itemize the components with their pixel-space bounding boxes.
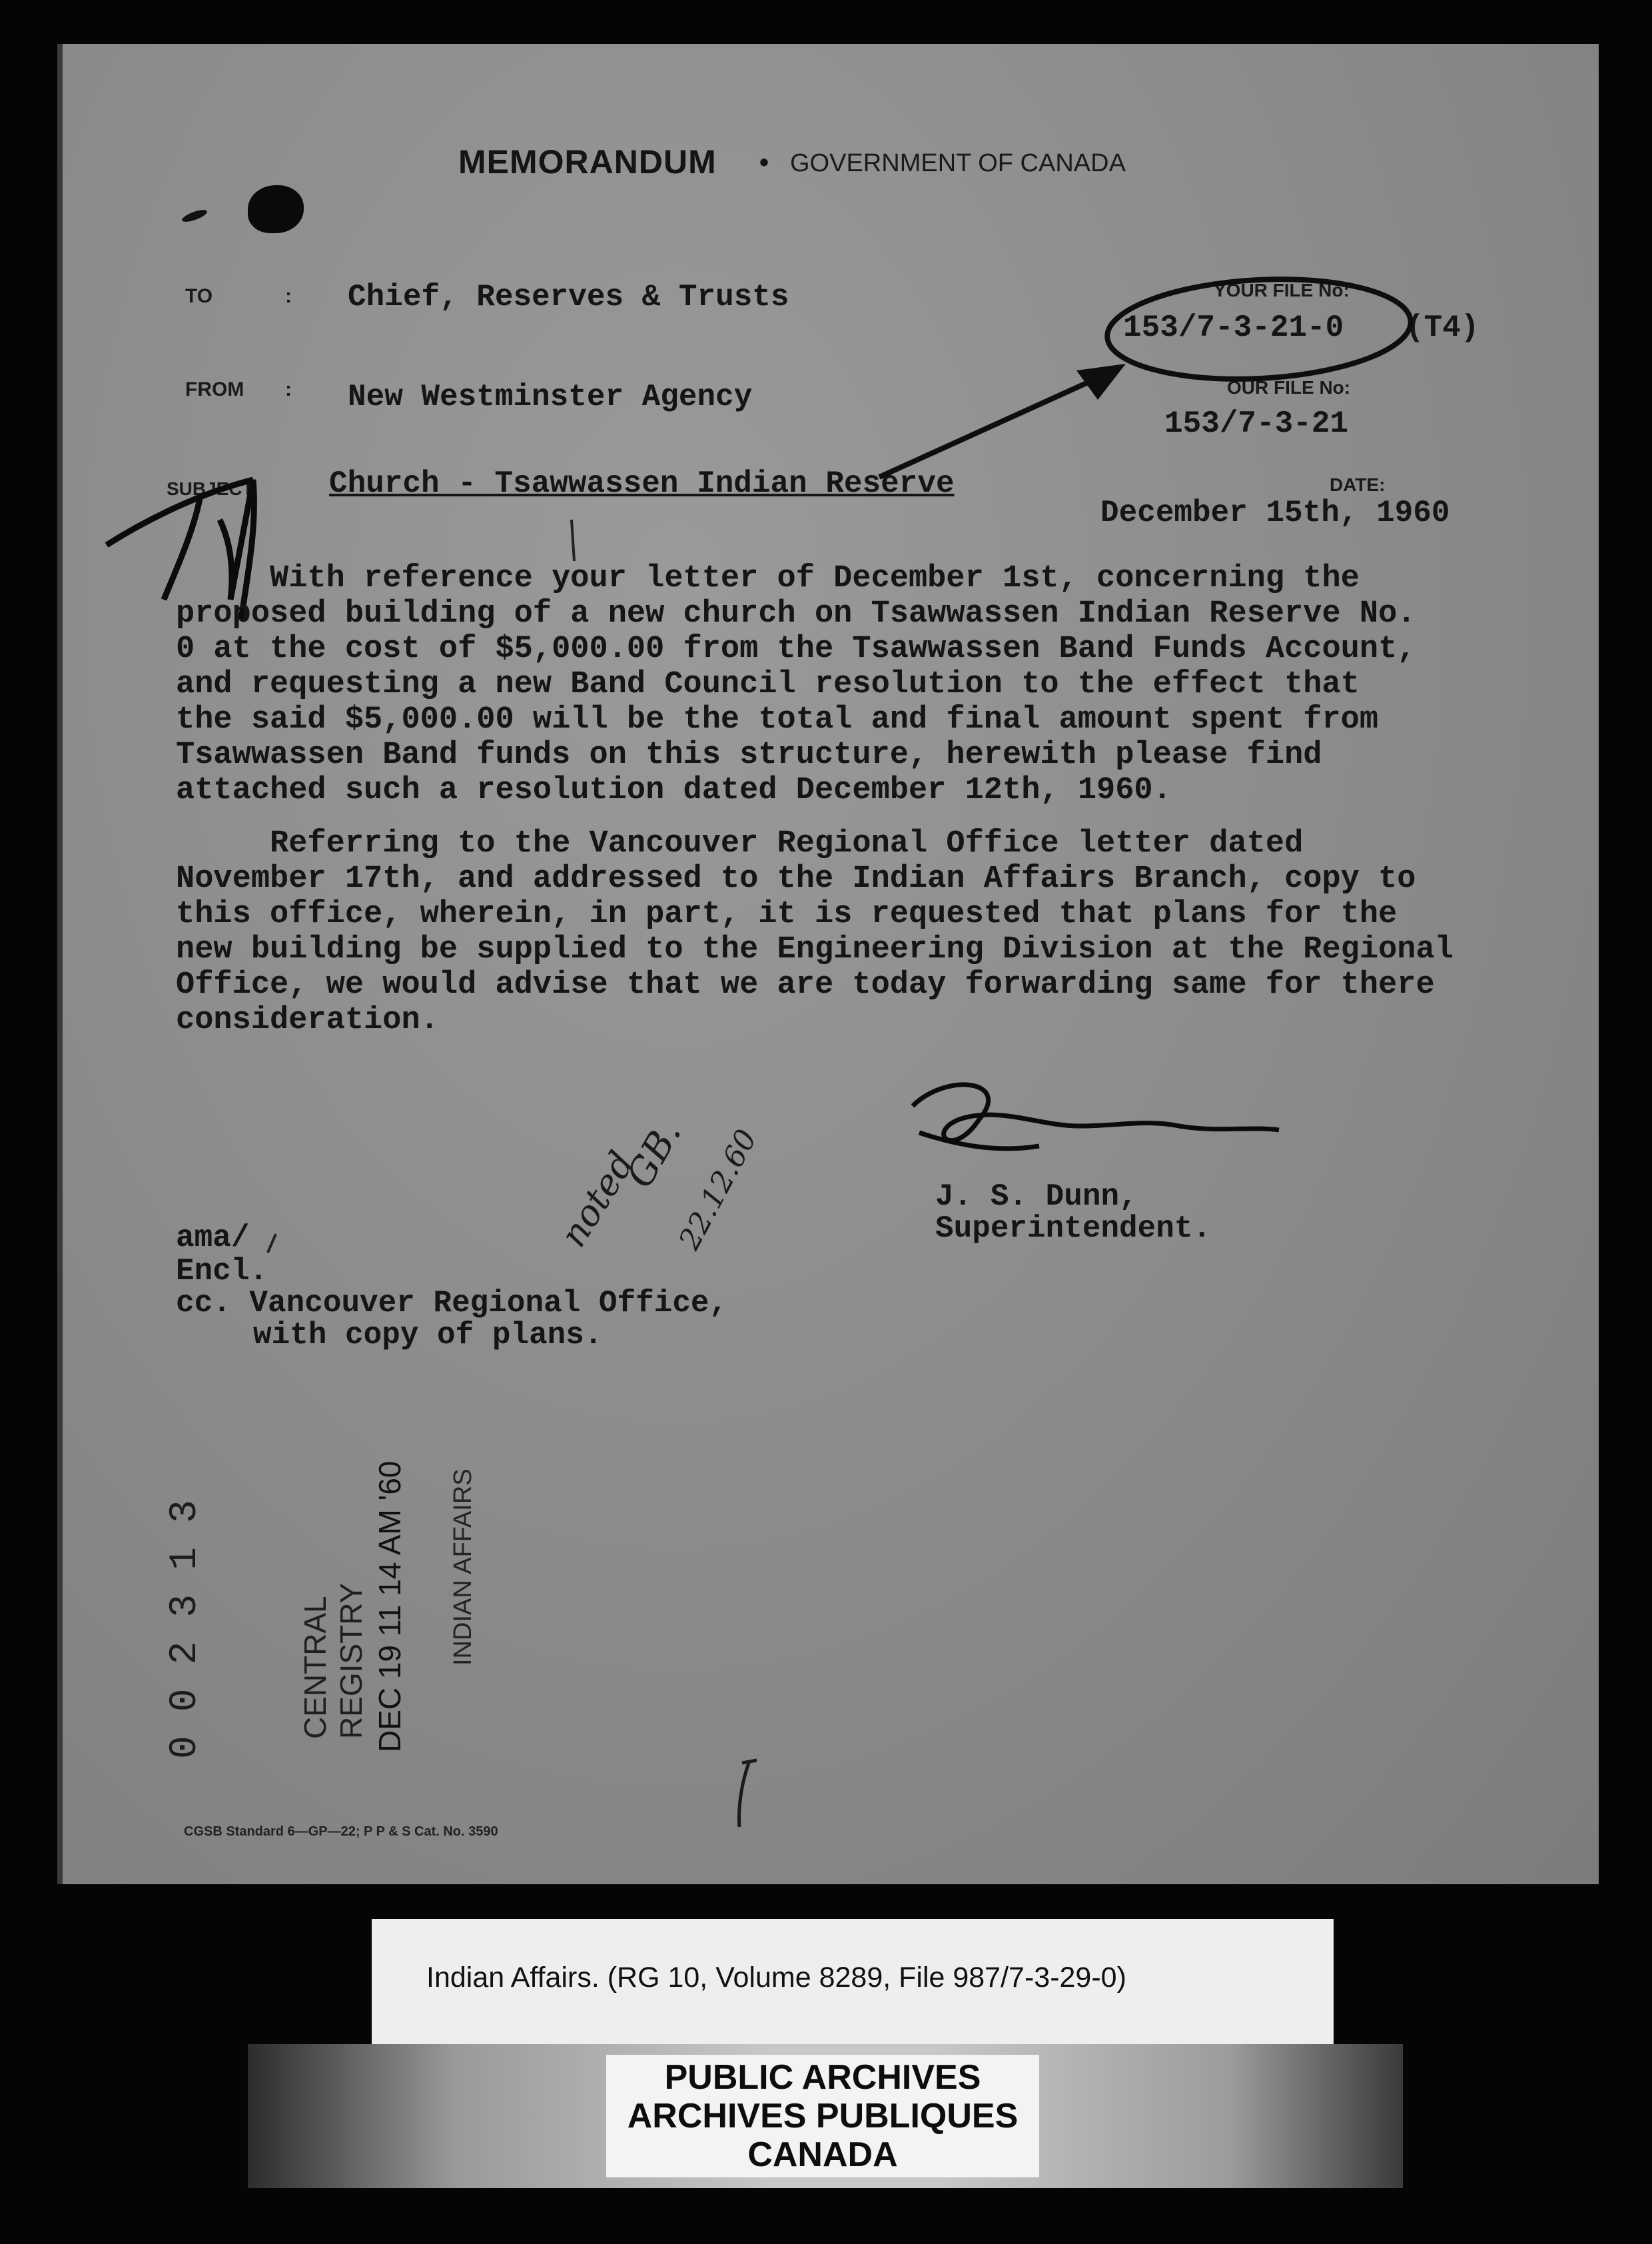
registry-stamp (297, 1446, 368, 1739)
pencil-mark (739, 1760, 757, 1827)
paragraph2-line: consideration. (176, 1003, 439, 1038)
paragraph2-line: Referring to the Vancouver Regional Office letter dated (176, 826, 1304, 861)
department-text: INDIAN AFFAIRS (449, 1468, 477, 1666)
header-separator: • (759, 148, 769, 177)
our-file-label: OUR FILE No: (1227, 377, 1351, 398)
received-text: DEC 19 11 14 AM '60 (372, 1460, 407, 1752)
signer-name: J. S. Dunn, (935, 1179, 1138, 1214)
from-colon: : (285, 378, 292, 400)
paragraph1-line: 0 at the cost of $5,000.00 from the Tsawwassen Band Funds Account, (176, 632, 1416, 667)
paragraph1-line: With reference your letter of December 1st, concerning the (176, 561, 1360, 596)
cc-line: with copy of plans. (253, 1318, 603, 1353)
form-code: CGSB Standard 6—GP—22; P P & S Cat. No. 3590 (184, 1824, 498, 1839)
serial-text: 002313 (164, 1476, 207, 1759)
paragraph2-line: Office, we would advise that we are today forwarding same for there (176, 967, 1435, 1003)
registry-text: CENTRAL REGISTRY (298, 1582, 368, 1739)
paragraph1-line: proposed building of a new church on Tsawwassen Indian Reserve No. (176, 596, 1416, 632)
body-text (0, 0, 1652, 1066)
from-value: New Westminster Agency (348, 380, 753, 414)
noted-initials: GB. (618, 1113, 690, 1195)
paragraph2-line: this office, wherein, in part, it is requested that plans for the (176, 897, 1398, 932)
issuer: GOVERNMENT OF CANADA (790, 149, 1126, 177)
date-label: DATE: (1330, 474, 1386, 495)
paragraph1-line: Tsawwassen Band funds on this structure, herewith please find (176, 738, 1322, 773)
typist-initials: ama/ (176, 1221, 250, 1255)
to-colon: : (285, 285, 292, 307)
cc-line: cc. Vancouver Regional Office, (176, 1286, 728, 1321)
noted-word: noted (552, 1144, 643, 1255)
to-label: TO (185, 285, 213, 307)
archives-line: PUBLIC ARCHIVES (664, 2058, 981, 2097)
archives-line: CANADA (747, 2135, 898, 2174)
paragraph1-line: and requesting a new Band Council resolution to the effect that (176, 667, 1360, 702)
paragraph1-line: attached such a resolution dated December 12th, 1960. (176, 773, 1172, 808)
signer-title: Superintendent. (935, 1211, 1212, 1246)
enclosure-note: Encl. (176, 1254, 268, 1289)
date-value: December 15th, 1960 (1100, 496, 1450, 530)
your-file-suffix: (T4) (1406, 310, 1479, 345)
paragraph1-line: the said $5,000.00 will be the total and final amount spent from (176, 702, 1379, 738)
received-stamp (372, 1446, 412, 1752)
your-file-label: YOUR FILE No: (1214, 280, 1350, 300)
serial-number (164, 1476, 207, 1759)
paragraph2-line: new building be supplied to the Engineering Division at the Regional (176, 932, 1453, 967)
paragraph2-line: November 17th, and addressed to the Indian Affairs Branch, copy to (176, 861, 1416, 897)
initials-slash (268, 1234, 276, 1253)
subject-value: Church - Tsawwassen Indian Reserve (329, 466, 955, 501)
from-label: FROM (185, 378, 244, 400)
reference-label: Indian Affairs. (RG 10, Volume 8289, File 987/7-3-29-0) (426, 1962, 1126, 1993)
department-stamp (449, 1439, 489, 1666)
subject-label: SUBJECT: (167, 478, 258, 499)
memo-title: MEMORANDUM (458, 143, 717, 181)
our-file-value: 153/7-3-21 (1164, 406, 1349, 441)
to-value: Chief, Reserves & Trusts (348, 280, 789, 314)
noted-date: 22.12.60 (672, 1124, 764, 1255)
archives-card (606, 2055, 1039, 2177)
signature-scrawl (913, 1085, 1279, 1149)
your-file-value: 153/7-3-21-0 (1123, 310, 1344, 345)
archives-line: ARCHIVES PUBLIQUES (627, 2097, 1019, 2135)
